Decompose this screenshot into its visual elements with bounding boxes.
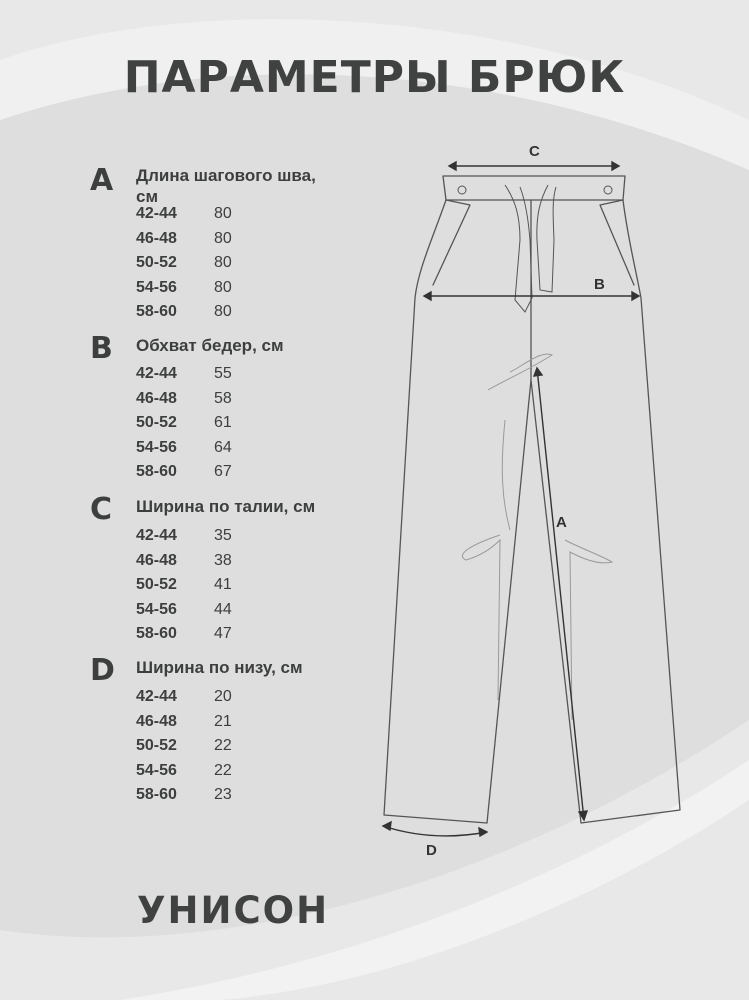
size-cell: 58-60 (136, 303, 177, 321)
eyelet (458, 186, 466, 194)
size-cell: 50-52 (136, 414, 177, 432)
section-label: Обхват бедер, см (136, 336, 284, 355)
size-cell: 46-48 (136, 712, 177, 730)
size-cell: 50-52 (136, 737, 177, 755)
size-cell: 58-60 (136, 625, 177, 643)
section-letter: D (90, 653, 115, 688)
value-cell: 22 (214, 761, 232, 779)
value-cell: 47 (214, 625, 232, 643)
size-cell: 46-48 (136, 389, 177, 407)
section-label: Ширина по талии, см (136, 497, 316, 516)
value-cell: 80 (214, 205, 232, 222)
size-cell: 50-52 (136, 254, 177, 272)
size-cell: 46-48 (136, 551, 177, 569)
diagram-label-d: D (426, 842, 437, 859)
diagram-label-c: C (529, 143, 540, 160)
left-pocket (433, 200, 470, 285)
size-cell: 58-60 (136, 786, 177, 804)
size-cell: 42-44 (136, 527, 177, 544)
value-cell: 80 (214, 278, 232, 296)
value-cell: 80 (214, 254, 232, 272)
size-cell: 54-56 (136, 600, 177, 618)
section-label: Ширина по низу, см (136, 658, 303, 677)
size-cell: 54-56 (136, 761, 177, 779)
value-cell: 67 (214, 463, 232, 481)
size-cell: 50-52 (136, 576, 177, 594)
page-title: ПАРАМЕТРЫ БРЮК (123, 52, 626, 103)
size-cell: 54-56 (136, 278, 177, 296)
value-cell: 55 (214, 365, 232, 382)
size-cell: 54-56 (136, 438, 177, 456)
size-cell: 46-48 (136, 229, 177, 247)
value-cell: 35 (214, 527, 232, 544)
value-cell: 41 (214, 576, 232, 594)
value-cell: 58 (214, 389, 232, 407)
value-cell: 80 (214, 229, 232, 247)
size-cell: 58-60 (136, 463, 177, 481)
section-letter: C (90, 492, 113, 527)
size-cell: 42-44 (136, 205, 177, 222)
eyelet (604, 186, 612, 194)
value-cell: 38 (214, 551, 232, 569)
value-cell: 61 (214, 414, 232, 432)
value-cell: 23 (214, 786, 232, 804)
diagram-label-b: B (594, 276, 605, 293)
value-cell: 44 (214, 600, 232, 618)
value-cell: 22 (214, 737, 232, 755)
section-letter: A (90, 163, 114, 198)
right-pocket (600, 200, 634, 285)
brand-logo: УНИСОН (137, 889, 330, 932)
section-label: Длина шагового шва, см (136, 166, 316, 206)
size-cell: 42-44 (136, 688, 177, 705)
section-letter: B (90, 331, 113, 366)
value-cell: 21 (214, 712, 232, 730)
value-cell: 80 (214, 303, 232, 321)
value-cell: 64 (214, 438, 232, 456)
diagram-label-a: A (556, 514, 567, 531)
waistband (443, 176, 625, 200)
size-cell: 42-44 (136, 365, 177, 382)
drawstring (458, 185, 612, 312)
value-cell: 20 (214, 688, 232, 705)
